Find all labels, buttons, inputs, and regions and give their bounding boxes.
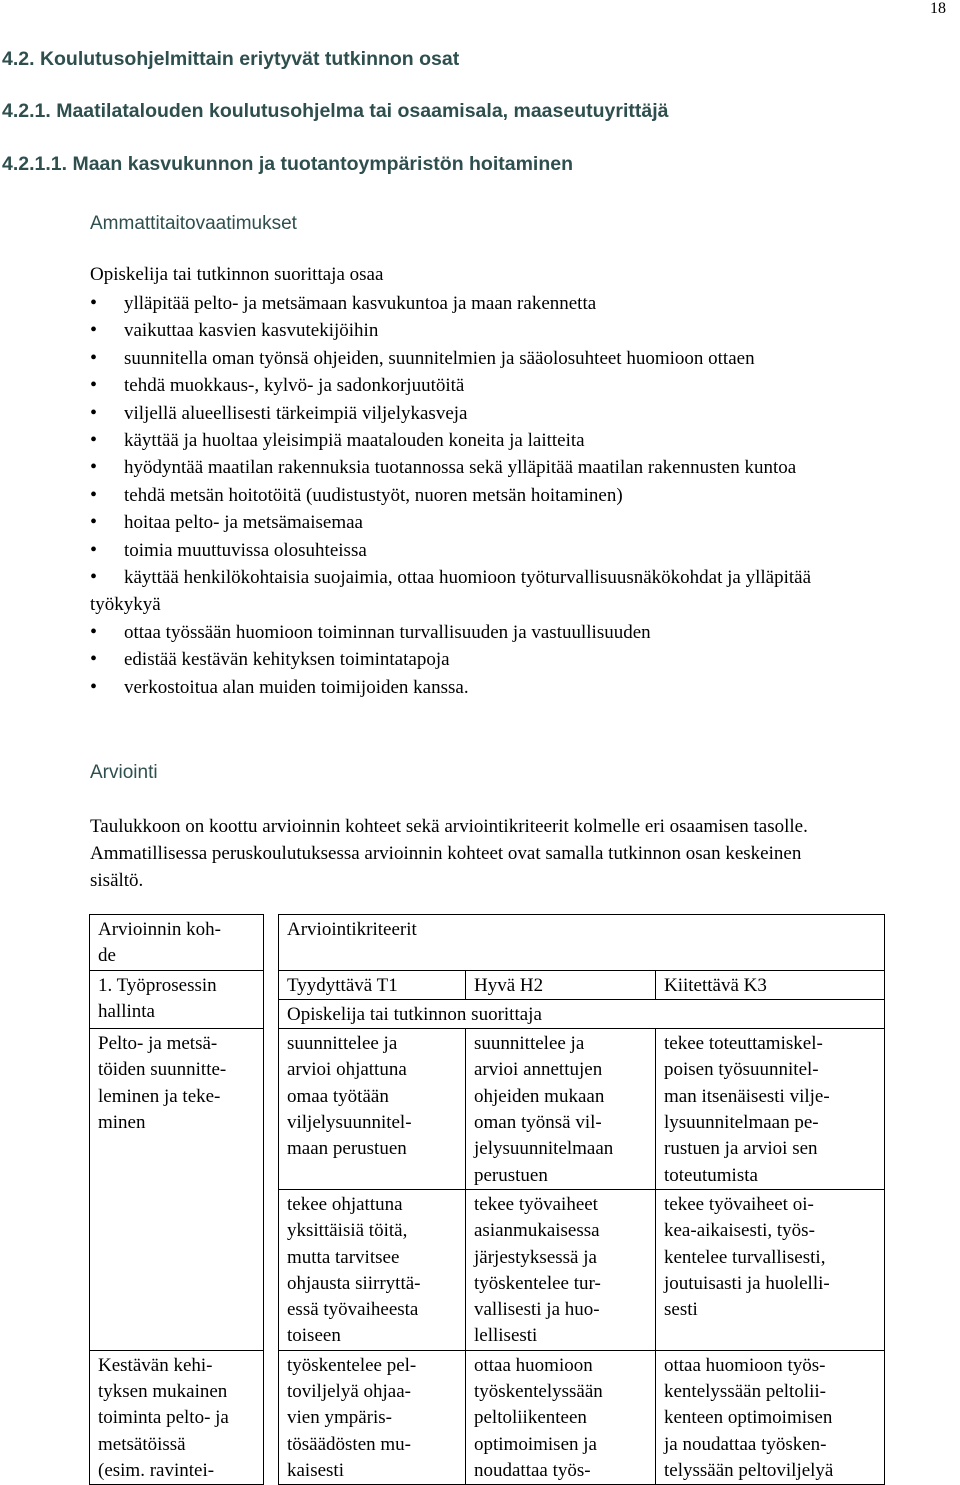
target-column-header: Arvioinnin koh- de — [90, 915, 264, 971]
skills-lead: Opiskelija tai tutkinnon suorittaja osaa — [90, 264, 384, 285]
skill-item: • hoitaa pelto- ja metsämaisemaa — [90, 509, 811, 536]
table-row — [90, 1350, 885, 1484]
assessment-table — [89, 914, 885, 1485]
assessment-intro — [90, 813, 960, 894]
criteria-cell: suunnittelee ja arvioi annettujen ohjeiden mukaan oman työnsä vil- jelysuunnitelmaan perustuen — [466, 1029, 656, 1190]
table-row — [90, 970, 885, 999]
skill-item: • vaikuttaa kasvien kasvutekijöihin — [90, 317, 811, 344]
heading-level-2: 4.2. Koulutusohjelmittain eriytyvät tutkinnon osat — [2, 48, 460, 70]
assessment-heading: Arviointi — [90, 762, 158, 783]
table-row — [90, 1029, 885, 1190]
heading-level-3: 4.2.1. Maatilatalouden koulutusohjelma tai osaamisala, maaseutuyrittäjä — [2, 100, 669, 122]
heading-level-4: 4.2.1.1. Maan kasvukunnon ja tuotantoympäristön hoitaminen — [2, 153, 574, 175]
criteria-cell: tekee työvaiheet oi- kea-aikaisesti, työs- kentelee turvallisesti, joutuisasti ja huolelli- sesti — [656, 1189, 885, 1350]
level-k3: Kiitettävä K3 — [656, 970, 885, 999]
intro-line: sisältö. — [90, 870, 144, 891]
skills-list — [90, 290, 811, 701]
skill-item-continuation: työkykyä — [90, 594, 161, 616]
page-number: 18 — [930, 0, 946, 17]
criteria-cell: suunnittelee ja arvioi ohjattuna omaa työtään viljelysuunnitel- maan perustuen — [279, 1029, 466, 1190]
table-header-row — [90, 915, 885, 971]
skill-item: • tehdä metsän hoitotöitä (uudistustyöt, nuoren metsän hoitaminen) — [90, 482, 811, 509]
skill-item: • hyödyntää maatilan rakennuksia tuotannossa sekä ylläpitää maatilan rakennusten kuntoa — [90, 454, 811, 481]
skill-item: • toimia muuttuvissa olosuhteissa — [90, 537, 811, 564]
skill-item: • ottaa työssään huomioon toiminnan turvallisuuden ja vastuullisuuden — [90, 619, 811, 646]
skill-item: • tehdä muokkaus-, kylvö- ja sadonkorjuutöitä — [90, 372, 811, 399]
criteria-cell: tekee työvaiheet asianmukaisessa järjestyksessä ja työskentelee tur- vallisesti ja huo- lellisesti — [466, 1189, 656, 1350]
performer-label: Opiskelija tai tutkinnon suorittaja — [279, 999, 885, 1028]
intro-line: Ammatillisessa peruskoulutuksessa arvioinnin kohteet ovat samalla tutkinnon osan keskeinen — [90, 843, 802, 864]
criteria-cell: ottaa huomioon työskentelyssään peltoliikenteen optimoimisen ja noudattaa työs- — [466, 1350, 656, 1484]
criteria-cell: tekee toteuttamiskel- poisen työsuunnitel- man itsenäisesti vilje- lysuunnitelmaan pe- rustuen ja arvioi sen toteutumista — [656, 1029, 885, 1190]
section-label: 1. Työprosessin hallinta — [90, 970, 264, 1029]
criteria-header: Arviointikriteerit — [279, 915, 885, 971]
assessment-target: Kestävän kehi- tyksen mukainen toiminta pelto- ja metsätöissä (esim. ravintei- — [90, 1350, 264, 1484]
assessment-target: Pelto- ja metsä- töiden suunnitte- leminen ja teke- minen — [90, 1029, 264, 1351]
skill-item: • verkostoitua alan muiden toimijoiden kanssa. — [90, 674, 811, 701]
criteria-cell: tekee ohjattuna yksittäisiä töitä, mutta tarvitsee ohjausta siirryttä- essä työvaiheesta toiseen — [279, 1189, 466, 1350]
level-t1: Tyydyttävä T1 — [279, 970, 466, 999]
skill-item: • edistää kestävän kehityksen toimintatapoja — [90, 646, 811, 673]
skills-heading: Ammattitaitovaatimukset — [90, 213, 297, 234]
criteria-cell: työskentelee pel- toviljelyä ohjaa- vien ympäris- tösäädösten mu- kaisesti — [279, 1350, 466, 1484]
skill-item: • käyttää ja huoltaa yleisimpiä maatalouden koneita ja laitteita — [90, 427, 811, 454]
intro-line: Taulukkoon on koottu arvioinnin kohteet sekä arviointikriteerit kolmelle eri osaamisen tasolle. — [90, 816, 808, 837]
skill-item: • ylläpitää pelto- ja metsämaan kasvukuntoa ja maan rakennetta — [90, 290, 811, 317]
criteria-cell: ottaa huomioon työs- kentelyssään peltolii- kenteen optimoimisen ja noudattaa työsken- telyssään peltoviljelyä — [656, 1350, 885, 1484]
level-h2: Hyvä H2 — [466, 970, 656, 999]
skill-item: • suunnitella oman työnsä ohjeiden, suunnitelmien ja sääolosuhteet huomioon ottaen — [90, 345, 811, 372]
skill-item: • käyttää henkilökohtaisia suojaimia, ottaa huomioon työturvallisuusnäkökohdat ja ylläpitää — [90, 564, 811, 591]
skill-item: • viljellä alueellisesti tärkeimpiä viljelykasveja — [90, 400, 811, 427]
